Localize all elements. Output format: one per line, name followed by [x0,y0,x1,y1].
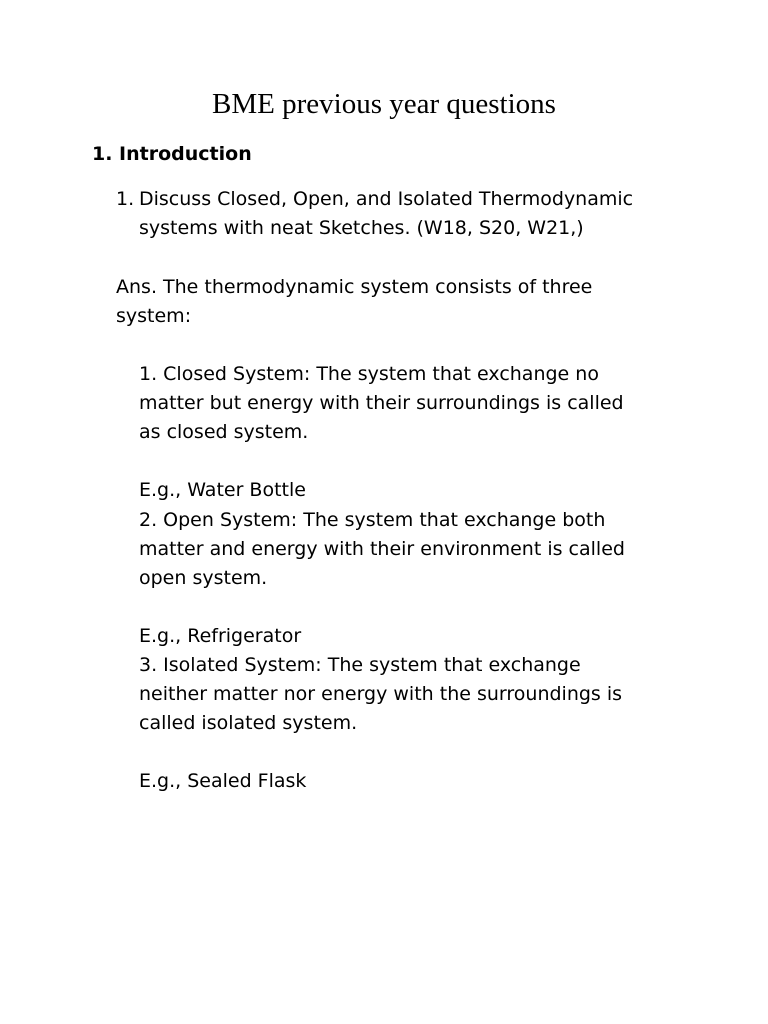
answer-item-isolated-system [139,622,699,825]
answer-intro: Ans. The thermodynamic system consists of three system: [116,276,593,327]
answer-item-example: E.g., Sealed Flask [139,770,307,792]
question-item [116,185,696,243]
answer-item-example: E.g., Refrigerator [139,625,302,647]
answer-item-text: 1. Closed System: The system that exchange no matter but energy with their surroundings is called as closed system. [139,363,624,443]
answer-item-example: E.g., Water Bottle [139,479,306,501]
answer-item-text: 2. Open System: The system that exchange both matter and energy with their environment is called open system. [139,509,625,589]
question-text: Discuss Closed, Open, and Isolated Thermodynamic systems with neat Sketches. (W18, S20, W21,) [139,188,634,239]
answer-item-text: 3. Isolated System: The system that exchange neither matter nor energy with the surroundings is called isolated system. [139,654,623,734]
page-title: BME previous year questions [212,88,556,120]
section-heading: 1. Introduction [92,143,252,165]
question-number: 1. [116,188,135,210]
